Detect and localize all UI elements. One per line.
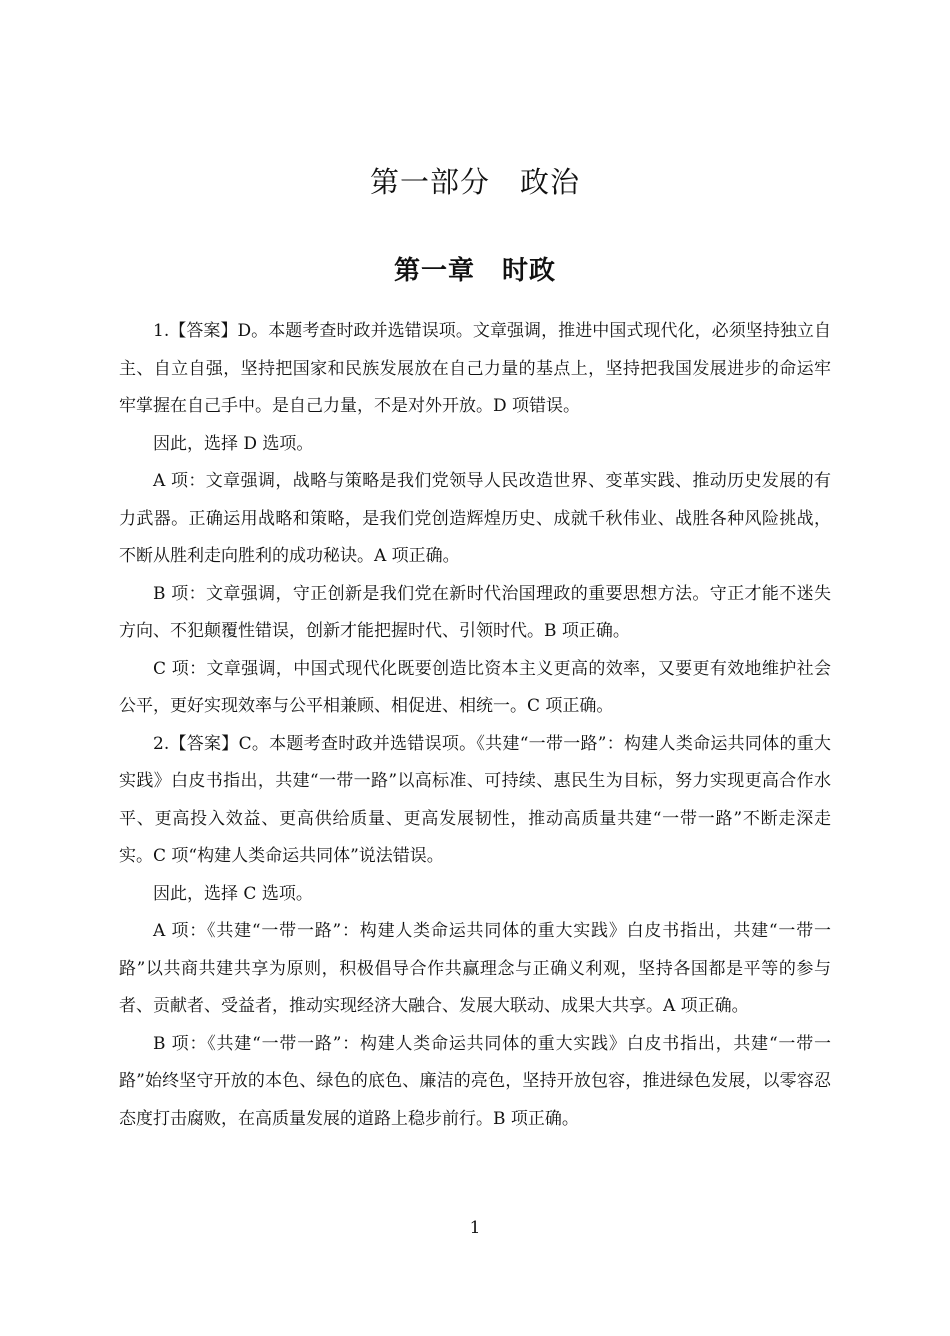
paragraph-q2-answer: 2.【答案】C。本题考查时政并选错误项。《共建“一带一路”：构建人类命运共同体的重大实践》白皮书指出，共建“一带一路”以高标准、可持续、惠民生为目标，努力实现更高合作水平、更高投入效益、更高供给质量、更高发展韧性，推动高质量共建“一带一路”不断走深走实。C 项“构建人类命运共同体”说法错误。 <box>119 733 831 866</box>
paragraph-q2-option-b: B 项：《共建“一带一路”：构建人类命运共同体的重大实践》白皮书指出，共建“一带一路”始终坚守开放的本色、绿色的底色、廉洁的亮色，坚持开放包容，推进绿色发展，以零容忍态度打击腐败，在高质量发展的道路上稳步前行。B 项正确。 <box>119 1033 831 1129</box>
paragraph-q1-answer: 1.【答案】D。本题考查时政并选错误项。文章强调，推进中国式现代化，必须坚持独立自主、自立自强，坚持把国家和民族发展放在自己力量的基点上，坚持把我国发展进步的命运牢牢掌握在自己手中。是自己力量，不是对外开放。D 项错误。 <box>119 321 831 416</box>
page-number: 1 <box>469 1218 481 1238</box>
paragraph-q1-choice: 因此，选择 D 选项。 <box>153 433 314 454</box>
part-title: 第一部分 政治 <box>369 165 580 199</box>
paragraph-q2-option-a: A 项：《共建“一带一路”：构建人类命运共同体的重大实践》白皮书指出，共建“一带一路”以共商共建共享为原则，积极倡导合作共赢理念与正确义利观，坚持各国都是平等的参与者、贡献者、受益者，推动实现经济大融合、发展大联动、成果大共享。A 项正确。 <box>119 921 831 1016</box>
paragraph-q2-choice: 因此，选择 C 选项。 <box>153 883 313 904</box>
chapter-title: 第一章 时政 <box>393 256 556 286</box>
body-text <box>119 313 831 1138</box>
paragraph-q1-option-a: A 项：文章强调，战略与策略是我们党领导人民改造世界、变革实践、推动历史发展的有力武器。正确运用战略和策略，是我们党创造辉煌历史、成就千秋伟业、战胜各种风险挑战，不断从胜利走向胜利的成功秘诀。A 项正确。 <box>119 471 831 566</box>
paragraph-q1-option-b: B 项：文章强调，守正创新是我们党在新时代治国理政的重要思想方法。守正才能不迷失方向、不犯颠覆性错误，创新才能把握时代、引领时代。B 项正确。 <box>119 583 831 641</box>
paragraph-q1-option-c: C 项：文章强调，中国式现代化既要创造比资本主义更高的效率，又要更有效地维护社会公平，更好实现效率与公平相兼顾、相促进、相统一。C 项正确。 <box>119 658 831 716</box>
